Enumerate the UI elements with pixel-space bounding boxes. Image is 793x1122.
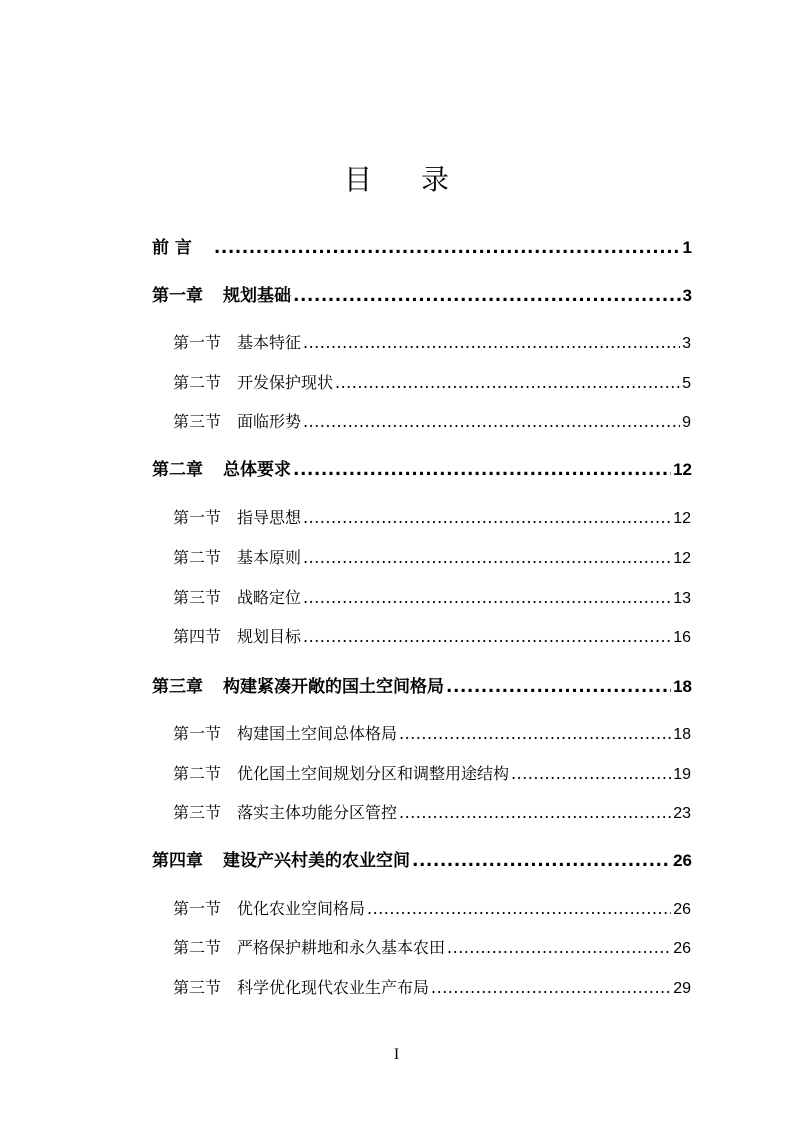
toc-entry-section[interactable] xyxy=(173,722,691,747)
toc-entry-preface[interactable] xyxy=(152,236,692,260)
dot-leader xyxy=(303,546,671,570)
toc-page-number: 3 xyxy=(682,335,691,352)
toc-chapter-number: 第三章 xyxy=(152,677,203,697)
toc-section-number: 第三节 xyxy=(173,412,222,431)
toc-entry-label: 前 言 xyxy=(152,238,192,258)
dot-leader xyxy=(335,371,680,395)
toc-entry-section[interactable] xyxy=(173,801,691,826)
toc-entry-chapter-4[interactable] xyxy=(152,849,692,873)
toc-chapter-title: 规划基础 xyxy=(223,286,291,306)
toc-page-number: 26 xyxy=(673,940,691,957)
toc-entry-section[interactable] xyxy=(173,976,691,1001)
toc-page-number: 12 xyxy=(673,510,691,527)
toc-section-title: 基本特征 xyxy=(237,333,302,352)
toc-page-number: 12 xyxy=(673,460,692,479)
toc-section-title: 严格保护耕地和永久基本农田 xyxy=(237,938,446,957)
toc-section-number: 第一节 xyxy=(173,899,222,918)
toc-section-number: 第三节 xyxy=(173,588,222,607)
toc-chapter-title: 总体要求 xyxy=(223,460,291,480)
toc-page-number: 3 xyxy=(682,286,692,305)
toc-section-number: 第二节 xyxy=(173,938,222,957)
toc-section-title: 落实主体功能分区管控 xyxy=(237,803,398,822)
toc-chapter-title: 构建紧凑开敞的国土空间格局 xyxy=(223,677,444,697)
dot-leader xyxy=(446,675,671,699)
toc-section-title: 构建国土空间总体格局 xyxy=(237,724,398,743)
toc-section-number: 第二节 xyxy=(173,764,222,783)
toc-entry-section[interactable] xyxy=(173,762,691,787)
toc-page-number: 26 xyxy=(673,851,692,870)
toc-entry-section[interactable] xyxy=(173,331,691,356)
dot-leader xyxy=(303,625,671,649)
toc-chapter-number: 第一章 xyxy=(152,286,203,306)
page-number-footer: I xyxy=(393,1046,400,1063)
toc-chapter-number: 第四章 xyxy=(152,851,203,871)
toc-page-number: 23 xyxy=(673,805,691,822)
toc-section-title: 战略定位 xyxy=(237,588,302,607)
dot-leader xyxy=(399,801,671,825)
dot-leader xyxy=(214,236,681,260)
toc-page-number: 26 xyxy=(673,901,691,918)
toc-entry-chapter-2[interactable] xyxy=(152,458,692,482)
page-title: 目 录 xyxy=(344,163,469,196)
toc-page-number: 29 xyxy=(673,980,691,997)
toc-entry-section[interactable] xyxy=(173,897,691,922)
toc-section-number: 第一节 xyxy=(173,333,222,352)
dot-leader xyxy=(293,458,671,482)
toc-section-title: 开发保护现状 xyxy=(237,373,334,392)
toc-page-number: 18 xyxy=(673,677,692,696)
dot-leader xyxy=(303,506,671,530)
toc-section-number: 第一节 xyxy=(173,724,222,743)
toc-section-title: 基本原则 xyxy=(237,548,302,567)
toc-section-title: 规划目标 xyxy=(237,627,302,646)
toc-section-title: 优化农业空间格局 xyxy=(237,899,366,918)
toc-chapter-number: 第二章 xyxy=(152,460,203,480)
toc-entry-section[interactable] xyxy=(173,506,691,531)
toc-section-title: 指导思想 xyxy=(237,508,302,527)
dot-leader xyxy=(303,410,680,434)
toc-page-number: 5 xyxy=(682,375,691,392)
toc-page-number: 9 xyxy=(682,414,691,431)
dot-leader xyxy=(293,284,681,308)
toc-section-number: 第二节 xyxy=(173,548,222,567)
dot-leader xyxy=(303,586,671,610)
toc-entry-section[interactable] xyxy=(173,410,691,435)
toc-entry-section[interactable] xyxy=(173,625,691,650)
toc-entry-section[interactable] xyxy=(173,936,691,961)
toc-section-number: 第四节 xyxy=(173,627,222,646)
toc-page-number: 18 xyxy=(673,726,691,743)
toc-page-number: 13 xyxy=(673,590,691,607)
toc-chapter-title: 建设产兴村美的农业空间 xyxy=(223,851,410,871)
dot-leader xyxy=(447,936,671,960)
dot-leader xyxy=(511,762,671,786)
toc-page-number: 1 xyxy=(682,238,692,257)
toc-section-title: 优化国土空间规划分区和调整用途结构 xyxy=(237,764,510,783)
toc-entry-section[interactable] xyxy=(173,371,691,396)
toc-page-number: 19 xyxy=(673,766,691,783)
toc-entry-section[interactable] xyxy=(173,546,691,571)
dot-leader xyxy=(367,897,671,921)
dot-leader xyxy=(412,849,671,873)
dot-leader xyxy=(399,722,671,746)
toc-entry-section[interactable] xyxy=(173,586,691,611)
toc-page-number: 12 xyxy=(673,550,691,567)
toc-section-number: 第三节 xyxy=(173,978,222,997)
toc-section-number: 第一节 xyxy=(173,508,222,527)
dot-leader xyxy=(431,976,671,1000)
toc-section-number: 第二节 xyxy=(173,373,222,392)
toc-entry-chapter-3[interactable] xyxy=(152,675,692,699)
toc-section-title: 科学优化现代农业生产布局 xyxy=(237,978,430,997)
toc-entry-chapter-1[interactable] xyxy=(152,284,692,308)
toc-section-number: 第三节 xyxy=(173,803,222,822)
dot-leader xyxy=(303,331,680,355)
toc-page-number: 16 xyxy=(673,629,691,646)
toc-section-title: 面临形势 xyxy=(237,412,302,431)
